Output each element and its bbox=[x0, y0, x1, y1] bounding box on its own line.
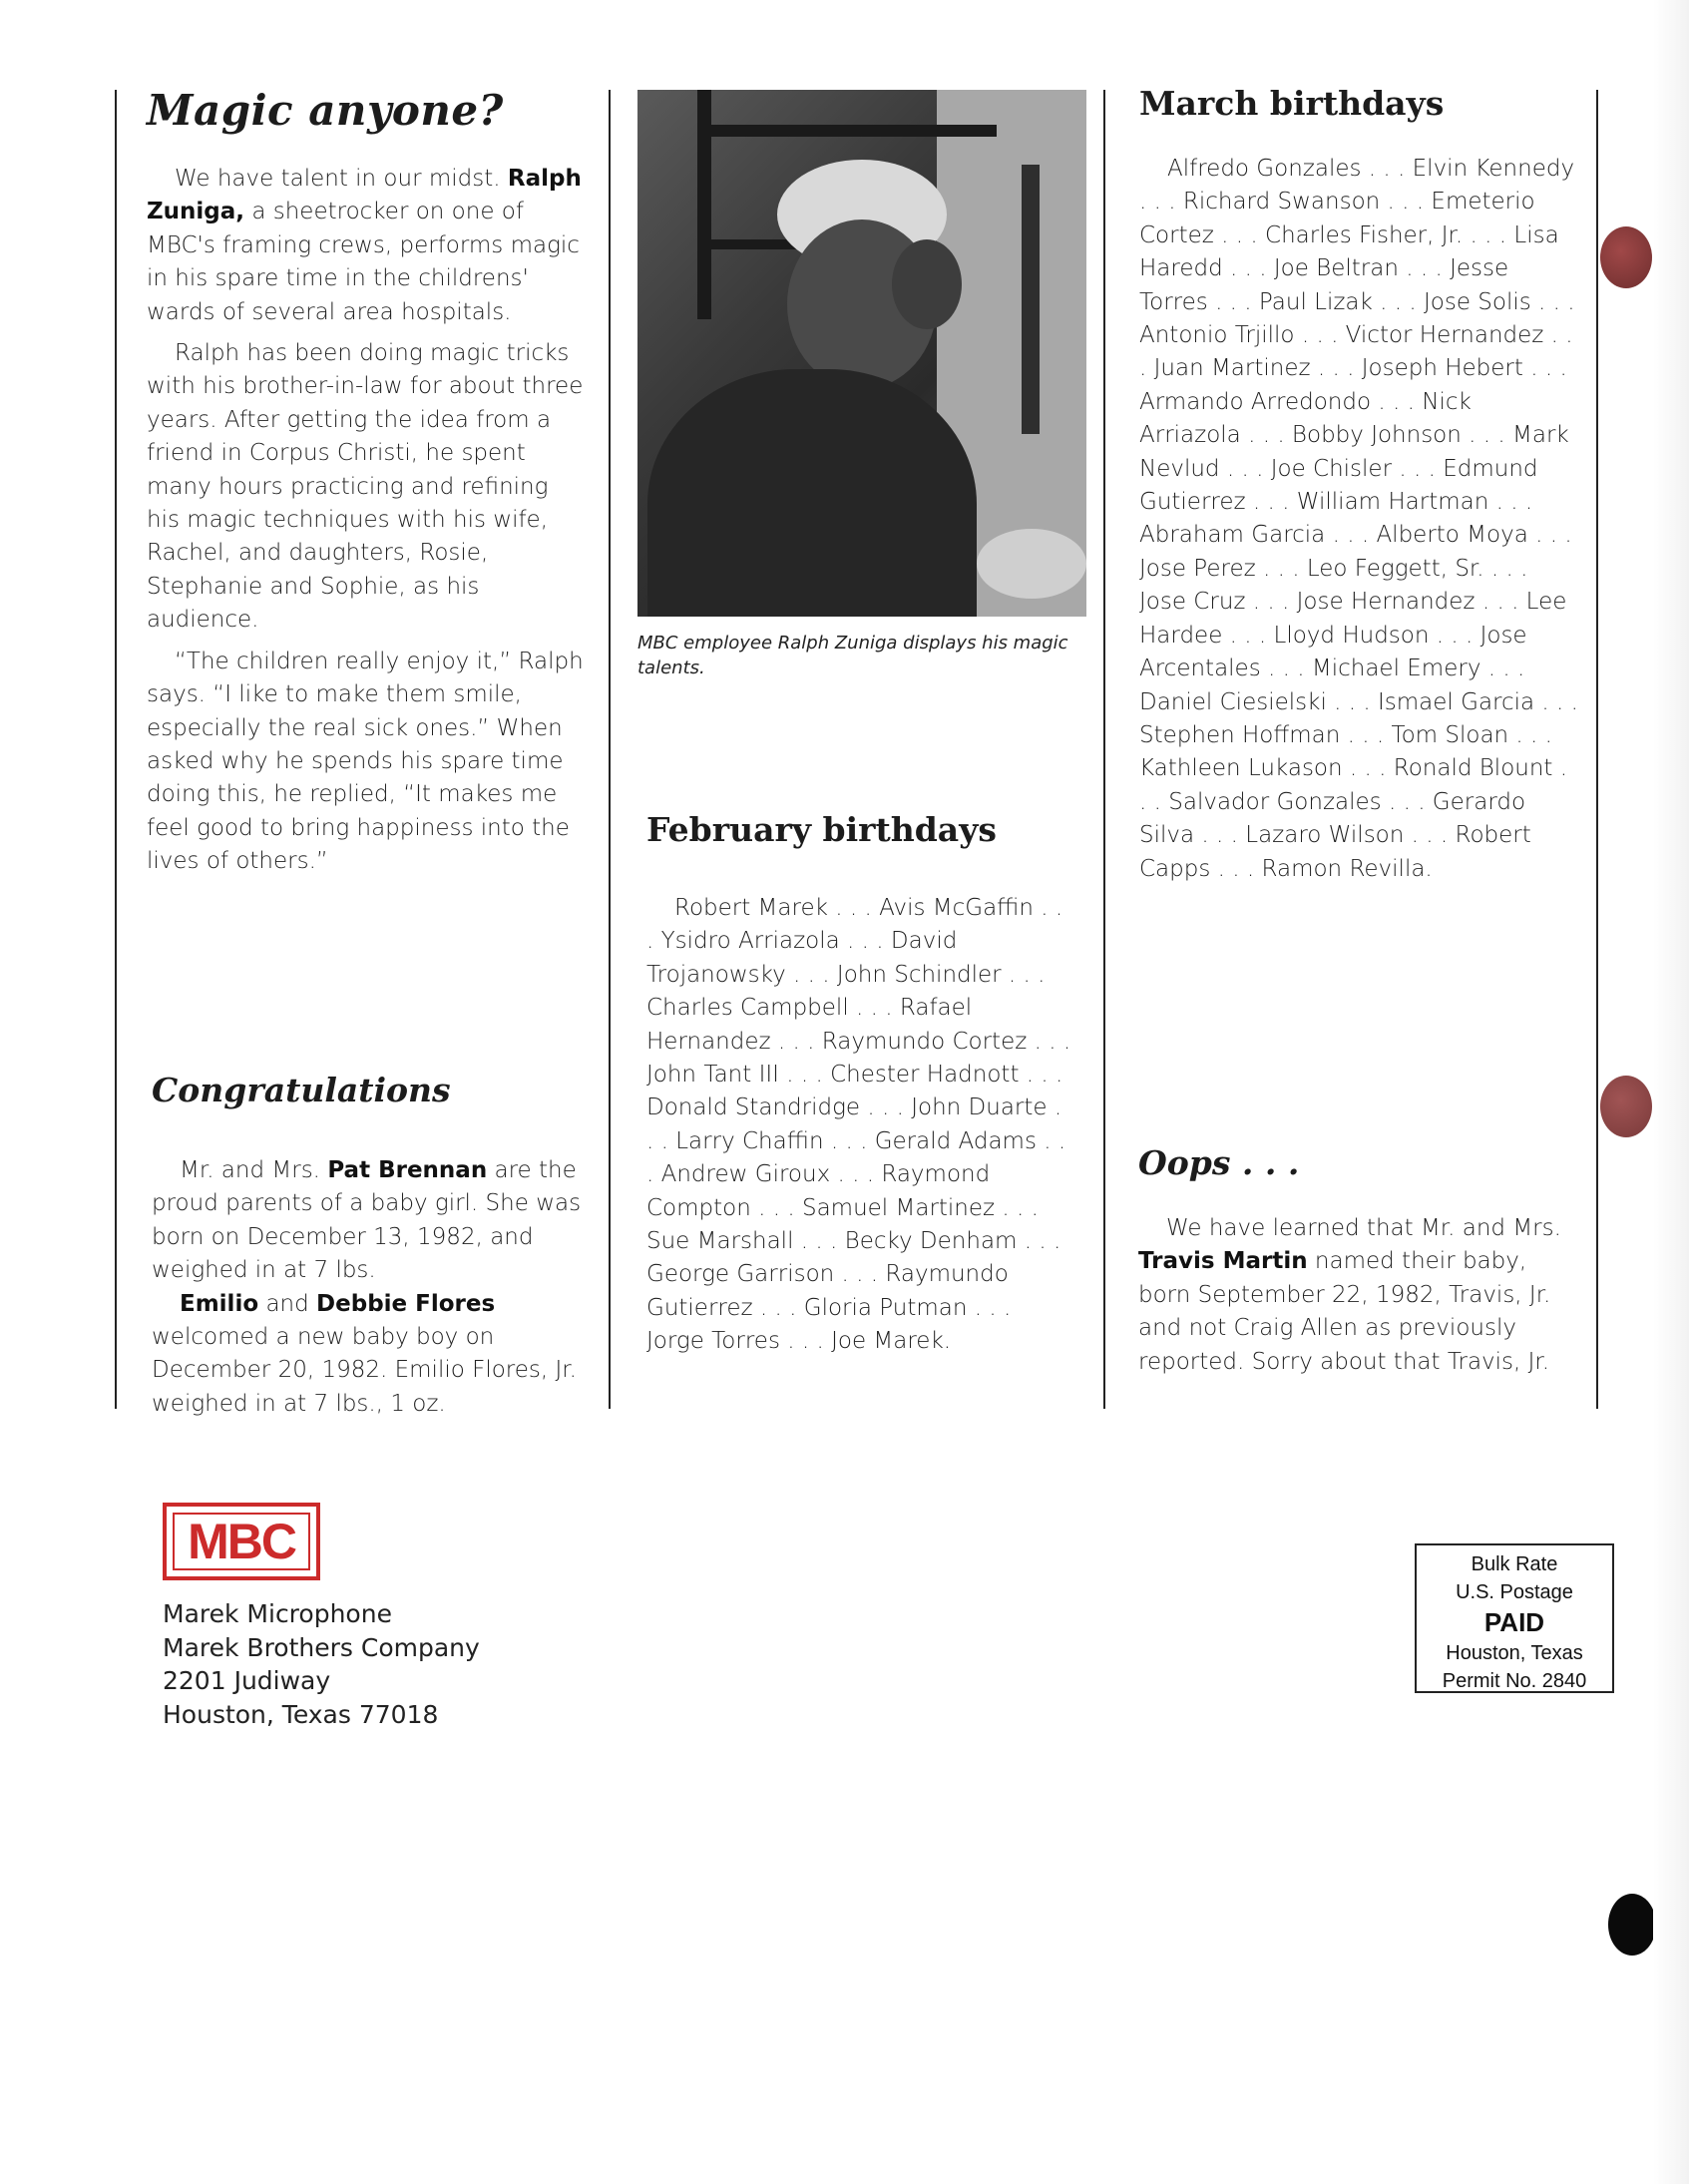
magic-paragraph-3: “The children really enjoy it,” Ralph says. “I like to make them smile, especially the real sick ones.” When asked why he spends his spare time doing this, he replied, “It makes me feel good to bring happiness into the lives of others.” bbox=[147, 648, 584, 875]
ralph-zuniga-photo bbox=[637, 90, 1086, 617]
february-birthdays-article bbox=[646, 810, 1075, 1367]
congratulations-body bbox=[152, 1154, 591, 1421]
mbc-logo bbox=[163, 1503, 320, 1580]
magic-body bbox=[147, 163, 586, 879]
congratulations-title: Congratulations bbox=[152, 1071, 451, 1109]
magic-p1-lead: We have talent in our midst. bbox=[175, 166, 501, 192]
photo-other-hand bbox=[977, 529, 1086, 599]
congrats-p2-and: and bbox=[265, 1290, 309, 1317]
oops-p1-rest: named their baby, born September 22, 1982, Travis, Jr. and not Craig Allen as previously reported. Sorry about that Travis, Jr. bbox=[1138, 1248, 1551, 1375]
address-line-3: 2201 Judiway bbox=[163, 1666, 331, 1695]
photo-bracket bbox=[697, 90, 711, 319]
page-edge-shadow bbox=[1653, 0, 1689, 2184]
magic-title: Magic anyone? bbox=[147, 86, 504, 135]
congrats-paragraph-1 bbox=[152, 1154, 591, 1288]
oops-title: Oops . . . bbox=[1138, 1143, 1300, 1182]
march-birthdays-article bbox=[1139, 84, 1578, 894]
postage-city: Houston, Texas bbox=[1446, 1642, 1583, 1664]
oops-p1-lead: We have learned that Mr. and Mrs. bbox=[1166, 1215, 1561, 1241]
congratulations-article bbox=[152, 1071, 591, 1429]
binder-hole-middle bbox=[1600, 1076, 1652, 1137]
magic-article bbox=[147, 86, 586, 887]
oops-body bbox=[1138, 1212, 1577, 1379]
column-rule-right bbox=[1596, 90, 1598, 1409]
mbc-logo-text: MBC bbox=[173, 1513, 310, 1570]
magic-p1-rest: a sheetrocker on one of MBC's framing crews, performs magic in his spare time in the childrens' wards of several area hospitals. bbox=[147, 199, 580, 325]
congrats-p1-name: Pat Brennan bbox=[327, 1157, 488, 1183]
congrats-p2-name2: Debbie Flores bbox=[316, 1290, 496, 1317]
congrats-p1-rest: are the proud parents of a baby girl. She was born on December 13, 1982, and weighed in at 7 lbs. bbox=[152, 1157, 582, 1284]
address-line-2: Marek Brothers Company bbox=[163, 1632, 480, 1662]
column-rule-left bbox=[115, 90, 117, 1409]
postage-paid: PAID bbox=[1483, 1607, 1545, 1637]
postage-indicia bbox=[1415, 1543, 1614, 1693]
congrats-p2-name1: Emilio bbox=[180, 1290, 259, 1317]
magic-paragraph-1 bbox=[147, 163, 586, 329]
binder-hole-bottom bbox=[1608, 1894, 1656, 1956]
march-names: Alfredo Gonzales . . . Elvin Kennedy . . . Richard Swanson . . . Emeterio Cortez . . . Charles Fisher, Jr. . . . Lisa Haredd . . . Joe Beltran . . . Jesse Torres . . . Paul Lizak . . . Jose Solis . . . Antonio Trjillo . . . Victor Hernandez . . . Juan Martinez . . . Joseph Hebert . . . Armando Arredondo . . . Nick Arriazola . . . Bobby Johnson . . . Mark Nevlud . . . Joe Chisler . . . Edmund Gutierrez . . . William Hartman . . . Abraham Garcia . . . Alberto Moya . . . Jose Perez . . . Leo Feggett, Sr. . . . Jose Cruz . . . Jose Hernandez . . . Lee Hardee . . . Lloyd Hudson . . . Jose Arcentales . . . Michael Emery . . . Daniel Ciesielski . . . Ismael Garcia . . . Stephen Hoffman . . . Tom Sloan . . . Kathleen Lukason . . . Ronald Blount . . . Salvador Gonzales . . . Gerardo Silva . . . Lazaro Wilson . . . Robert Capps . . . Ramon Revilla. bbox=[1139, 156, 1578, 882]
march-body bbox=[1139, 153, 1578, 886]
congrats-p1-lead: Mr. and Mrs. bbox=[180, 1157, 320, 1183]
postage-permit: Permit No. 2840 bbox=[1442, 1670, 1587, 1692]
magic-paragraph-2: Ralph has been doing magic tricks with his brother-in-law for about three years. After getting the idea from a friend in Corpus Christi, he spent many hours practicing and refining his magic techniques with his wife, Rachel, and daughters, Rosie, Stephanie and Sophie, as his audience. bbox=[147, 340, 584, 634]
postage-bulk-rate: Bulk Rate bbox=[1471, 1553, 1558, 1575]
column-rule-center-right bbox=[1103, 90, 1105, 1409]
photo-shirt bbox=[647, 369, 977, 617]
return-address bbox=[163, 1597, 562, 1731]
march-title: March birthdays bbox=[1139, 84, 1445, 123]
congrats-paragraph-2 bbox=[152, 1288, 591, 1422]
photo-caption: MBC employee Ralph Zuniga displays his magic talents. bbox=[637, 633, 1068, 678]
oops-paragraph bbox=[1138, 1212, 1577, 1379]
congrats-p2-rest: welcomed a new baby boy on December 20, 1982. Emilio Flores, Jr. weighed in at 7 lbs., 1 oz. bbox=[152, 1324, 577, 1417]
address-line-1: Marek Microphone bbox=[163, 1599, 392, 1628]
february-names: Robert Marek . . . Avis McGaffin . . . Ysidro Arriazola . . . David Trojanowsky . . . John Schindler . . . Charles Campbell . . . Rafael Hernandez . . . Raymundo Cortez . . . John Tant III . . . Chester Hadnott . . . Donald Standridge . . . John Duarte . . . Larry Chaffin . . . Gerald Adams . . . Andrew Giroux . . . Raymond Compton . . . Samuel Martinez . . . Sue Marshall . . . Becky Denham . . . George Garrison . . . Raymundo Gutierrez . . . Gloria Putman . . . Jorge Torres . . . Joe Marek. bbox=[646, 895, 1071, 1355]
postage-us-postage: U.S. Postage bbox=[1456, 1581, 1573, 1603]
oops-article bbox=[1138, 1143, 1577, 1387]
photo-board bbox=[1022, 165, 1040, 434]
binder-hole-top bbox=[1600, 226, 1652, 288]
address-line-4: Houston, Texas 77018 bbox=[163, 1699, 439, 1729]
february-title: February birthdays bbox=[646, 810, 997, 849]
oops-p1-name: Travis Martin bbox=[1138, 1248, 1308, 1275]
column-rule-center-left bbox=[609, 90, 611, 1409]
february-body bbox=[646, 892, 1075, 1359]
magic-p1-name: Ralph Zuniga, bbox=[147, 166, 582, 225]
photo-hand bbox=[892, 239, 962, 329]
photo-shelf bbox=[697, 125, 997, 137]
